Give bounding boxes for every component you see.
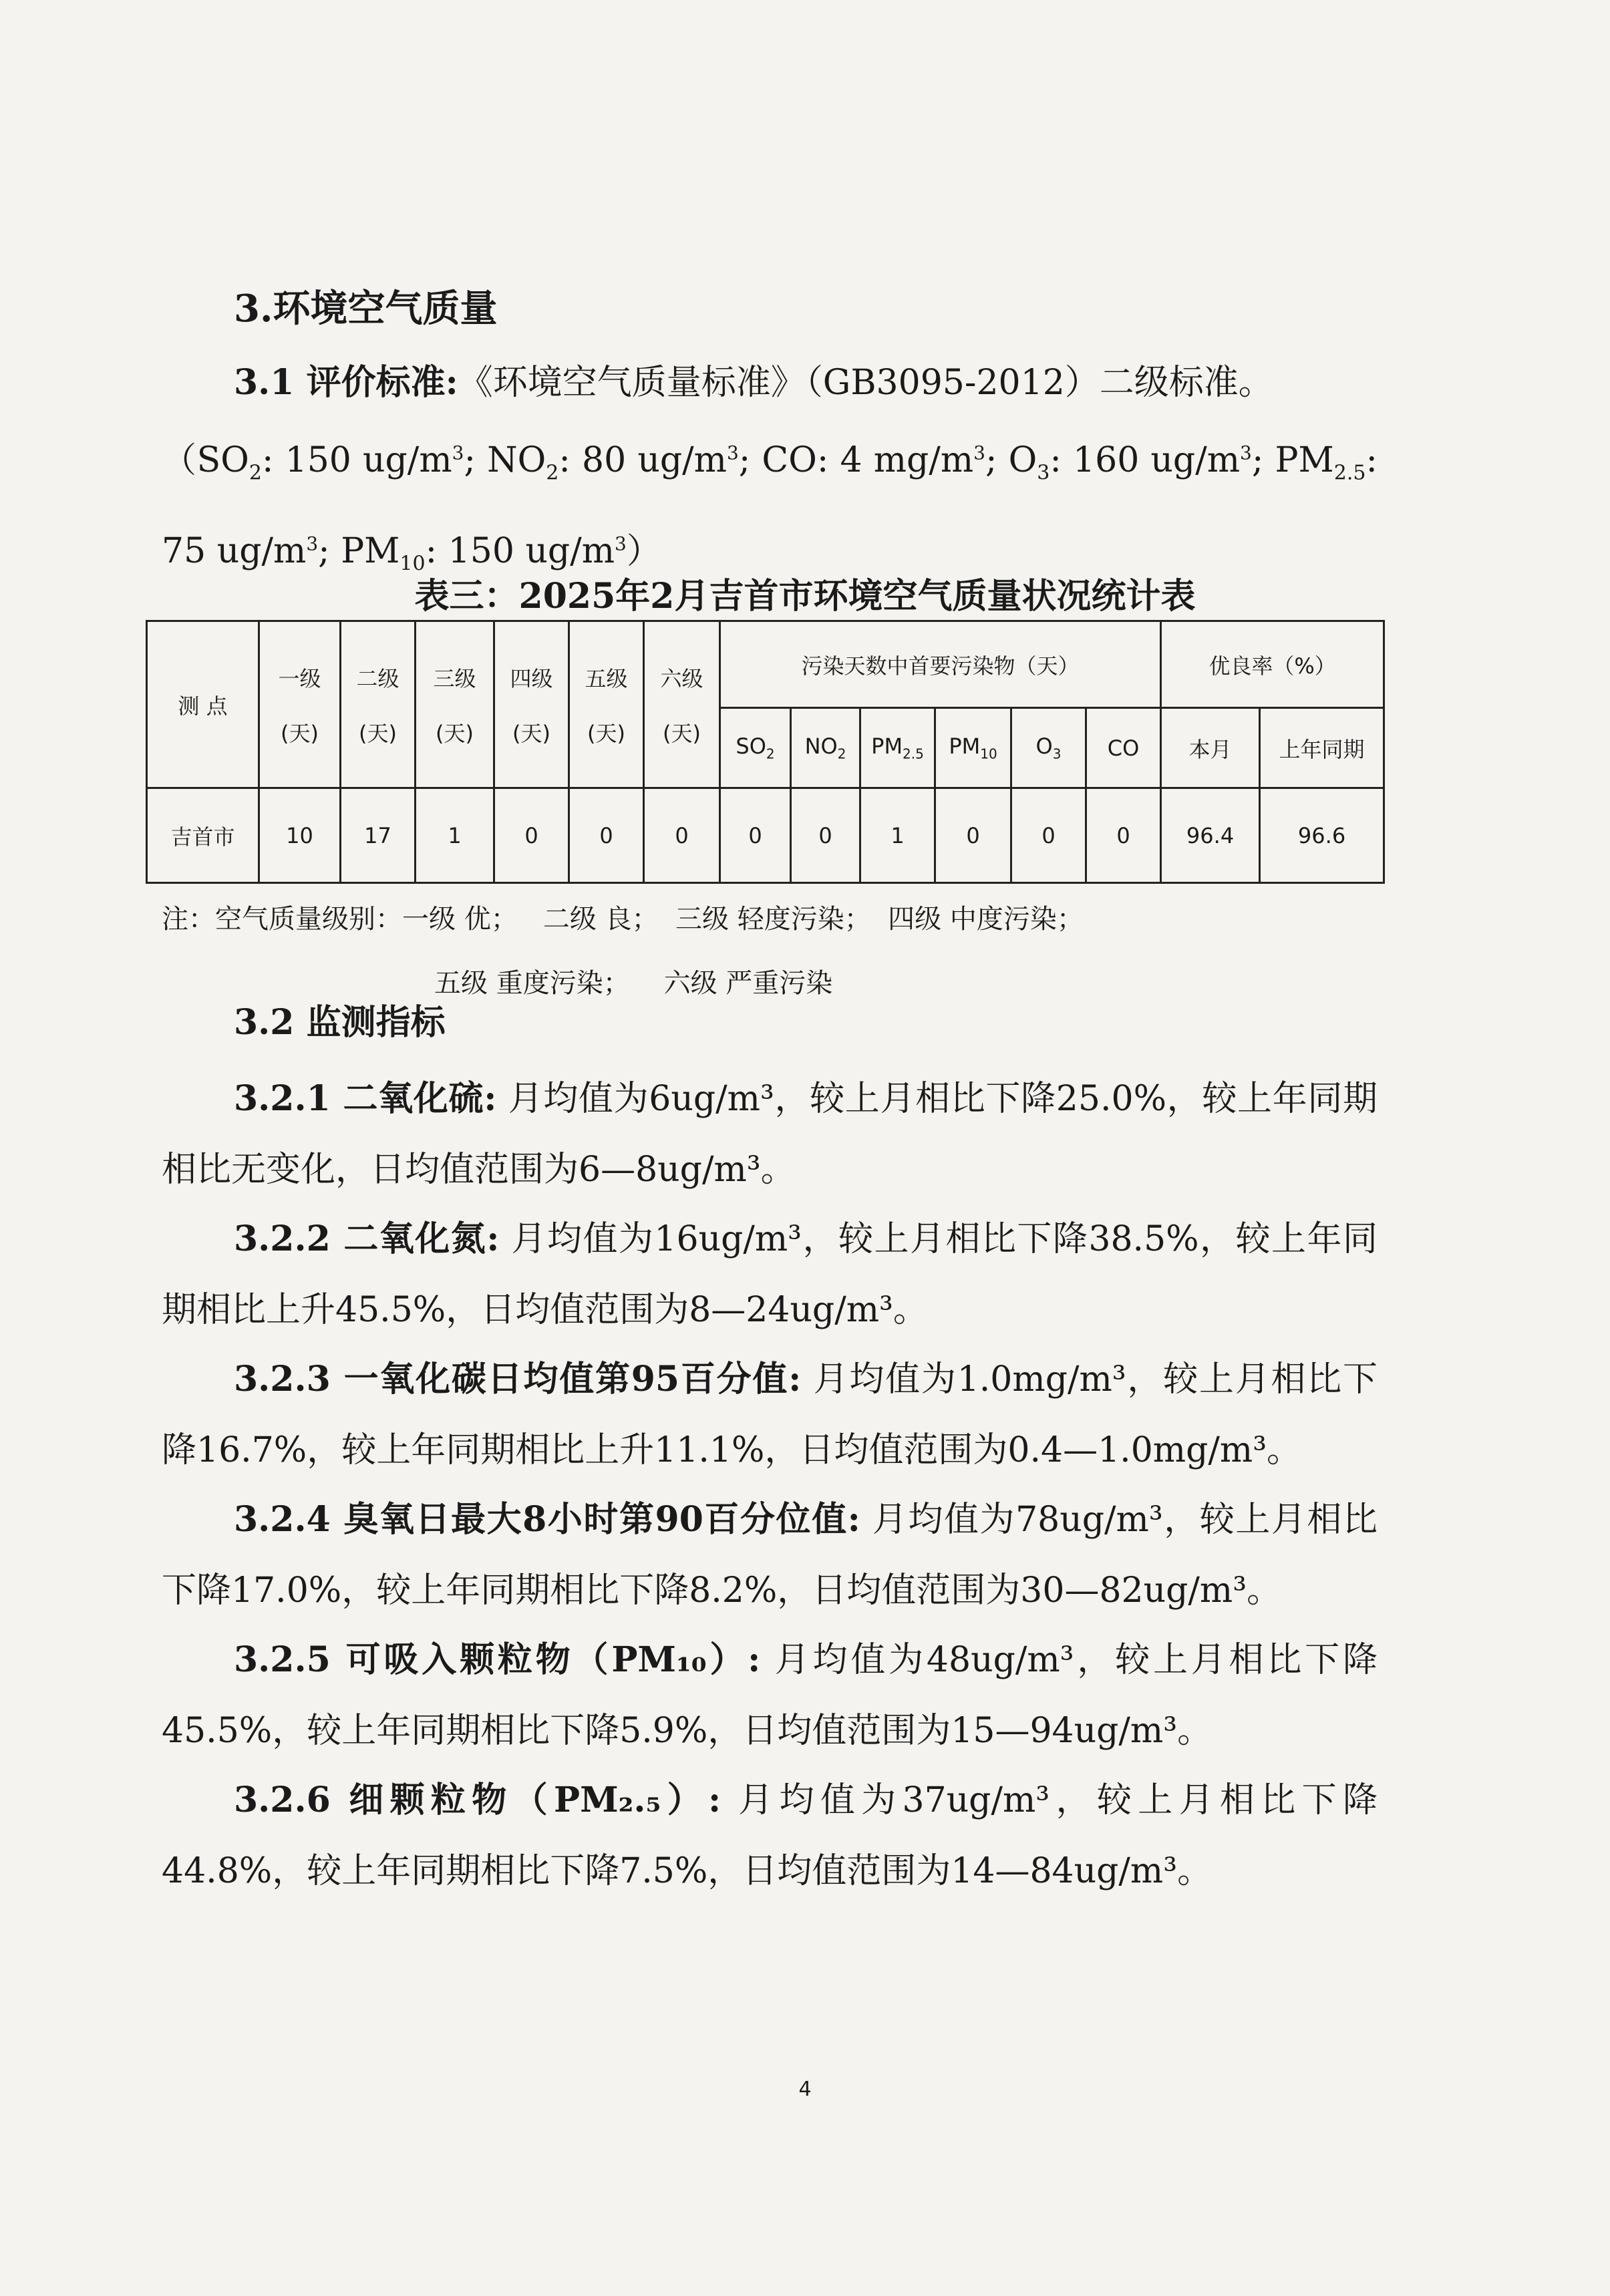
header-o3: $O_3$: [1011, 708, 1086, 788]
so2-limit: $SO_2$: 150 $ug/m^3$: [196, 440, 464, 485]
header-rate-last-year: 上年同期: [1260, 708, 1384, 788]
cell-pm25: 1: [860, 788, 935, 883]
table-note-line-2: 五级 重度污染； 六级 严重污染: [434, 968, 833, 999]
header-level-3: 三级 (天): [416, 621, 494, 788]
standard-text: 《环境空气质量标准》（GB3095-2012）二级标准。: [458, 363, 1273, 403]
o3-limit: ; $O_3$: 160 $ug/m^3$: [985, 440, 1252, 485]
standard-label: 3.1 评价标准:: [234, 362, 458, 403]
indicator-o3: 3.2.4 臭氧日最大8小时第90百分位值: 月均值为78ug/m³，较上月相比下降17.0%，较上年同期相比下降8.2%，日均值范围为30—82ug/m³。: [162, 1499, 1378, 1611]
header-co: CO: [1086, 708, 1161, 788]
pm25-limit: ; $PM_{2.5}$: 75 $ug/m^3$: [162, 440, 1378, 572]
cell-level-2: 17: [341, 788, 416, 883]
no2-limit: ; $NO_2$: 80 $ug/m^3$: [464, 440, 739, 485]
cell-rate-current: 96.4: [1161, 788, 1260, 883]
row-site: 吉首市: [147, 788, 259, 883]
header-pm10: $PM_{10}$: [935, 708, 1011, 788]
header-level-4: 四级 (天): [494, 621, 569, 788]
header-pollutant-group: 污染天数中首要污染物（天）: [720, 621, 1161, 708]
header-level-1: 一级 (天): [259, 621, 341, 788]
table-caption: 表三：2025年2月吉首市环境空气质量状况统计表: [414, 576, 1196, 617]
pm10-limit: ; $PM_{10}$: 150 $ug/m^3$: [318, 531, 627, 576]
header-level-6: 六级 (天): [644, 621, 720, 788]
header-level-5: 五级 (天): [569, 621, 644, 788]
indicator-no2: 3.2.2 二氧化氮: 月均值为16ug/m³，较上月相比下降38.5%，较上年同期相比上升45.5%，日均值范围为8—24ug/m³。: [162, 1218, 1378, 1330]
header-no2: $NO_2$: [791, 708, 860, 788]
table-note-line-1: 注：空气质量级别：一级 优； 二级 良； 三级 轻度污染； 四级 中度污染；: [162, 904, 1084, 935]
standard-paragraph: 3.1 评价标准:《环境空气质量标准》（GB3095-2012）二级标准。 （$SO_2$: 150 $ug/m^3$; $NO_2$: 80 $ug/m^3$; CO: 4 $mg/m^3$; $O_3$: 160 $ug/m^3$; $PM_{2.5}$: 75 $ug/m^3$; $PM_{10}$: 150 $ug/m^3$）: [162, 362, 1378, 576]
header-level-2: 二级 (天): [341, 621, 416, 788]
section-heading: 3.环境空气质量: [234, 287, 498, 331]
indicator-so2: 3.2.1 二氧化硫: 月均值为6ug/m³，较上月相比下降25.0%，较上年同期相比无变化，日均值范围为6—8ug/m³。: [162, 1078, 1378, 1190]
header-so2: $SO_2$: [720, 708, 791, 788]
cell-level-3: 1: [416, 788, 494, 883]
header-rate-group: 优良率（%）: [1161, 621, 1384, 708]
table-row: [147, 788, 1384, 883]
header-rate-current: 本月: [1161, 708, 1260, 788]
co-limit: ; CO: 4 $mg/m^3$: [738, 440, 985, 481]
cell-level-5: 0: [569, 788, 644, 883]
header-pm25: $PM_{2.5}$: [860, 708, 935, 788]
indicator-co: 3.2.3 一氧化碳日均值第95百分值: 月均值为1.0mg/m³，较上月相比下降16.7%，较上年同期相比上升11.1%，日均值范围为0.4—1.0mg/m³。: [162, 1359, 1378, 1470]
cell-so2: 0: [720, 788, 791, 883]
indicator-pm25: 3.2.6 细颗粒物（PM₂.₅）: 月均值为37ug/m³，较上月相比下降44.8%，较上年同期相比下降7.5%，日均值范围为14—84ug/m³。: [162, 1780, 1378, 1891]
cell-no2: 0: [791, 788, 860, 883]
air-quality-table: [146, 620, 1385, 884]
cell-level-6: 0: [644, 788, 720, 883]
indicator-pm10: 3.2.5 可吸入颗粒物（PM₁₀）: 月均值为48ug/m³，较上月相比下降45.5%，较上年同期相比下降5.9%，日均值范围为15—94ug/m³。: [162, 1639, 1378, 1751]
indicators-heading: 3.2 监测指标: [234, 1002, 446, 1043]
cell-o3: 0: [1011, 788, 1086, 883]
cell-level-4: 0: [494, 788, 569, 883]
page-number: 4: [798, 2078, 812, 2101]
header-site: 测 点: [147, 621, 259, 788]
cell-co: 0: [1086, 788, 1161, 883]
cell-rate-last-year: 96.6: [1260, 788, 1384, 883]
cell-level-1: 10: [259, 788, 341, 883]
cell-pm10: 0: [935, 788, 1011, 883]
